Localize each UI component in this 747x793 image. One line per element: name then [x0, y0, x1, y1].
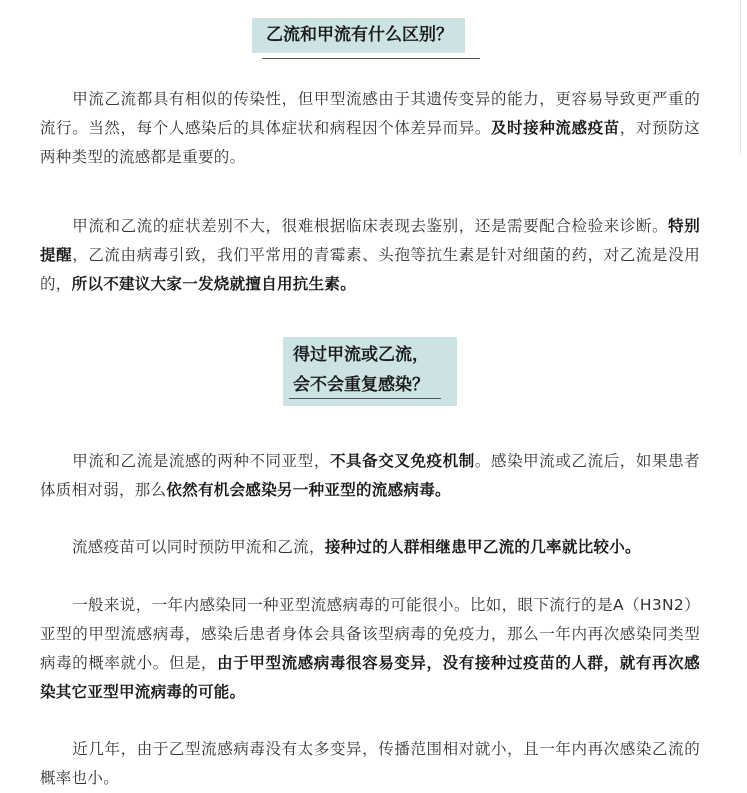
bold-text: 特别提醒 — [40, 217, 700, 264]
section-heading-1-text: 乙流和甲流有什么区别？ — [266, 25, 453, 45]
section-heading-2-line2: 会不会重复感染？ — [293, 375, 429, 395]
section-heading-1 — [252, 18, 465, 53]
paragraph-1: 甲流乙流都具有相似的传染性，但甲型流感由于其遗传变异的能力，更容易导致更严重的流行。当然，每个人感染后的具体症状和病程因个体差异而异。及时接种流感疫苗，对预防这两种类型的流感都是重要的。 — [40, 90, 700, 166]
paragraph-5: 一般来说，一年内感染同一种亚型流感病毒的可能很小。比如，眼下流行的是A（H3N2）亚型的甲型流感病毒，感染后患者身体会具备该型病毒的免疫力，那么一年内再次感染同类型病毒的概率就小。但是，由于甲型流感病毒很容易变异，没有接种过疫苗的人群，就有再次感染其它亚型甲流病毒的可能。 — [40, 596, 700, 701]
paragraph-6: 近几年，由于乙型流感病毒没有太多变异，传播范围相对就小，且一年内再次感染乙流的概率也小。 — [40, 740, 700, 787]
scrollbar-edge — [740, 0, 747, 155]
heading-underline — [262, 58, 480, 59]
section-heading-2 — [283, 337, 457, 406]
bold-text: 及时接种流感疫苗 — [490, 119, 620, 137]
bold-text: 不具备交叉免疫机制 — [329, 452, 475, 470]
bold-text: 由于甲型流感病毒很容易变异，没有接种过疫苗的人群，就有再次感染其它亚型甲流病毒的可能。 — [40, 654, 700, 701]
bold-text: 接种过的人群相继患甲乙流的几率就比较小。 — [324, 538, 641, 556]
paragraph-4: 流感疫苗可以同时预防甲流和乙流，接种过的人群相继患甲乙流的几率就比较小。 — [72, 538, 641, 556]
paragraph-2: 甲流和乙流的症状差别不大，很难根据临床表现去鉴别，还是需要配合检验来诊断。特别提醒，乙流由病毒引致，我们平常用的青霉素、头孢等抗生素是针对细菌的药，对乙流是没用的，所以不建议大家一发烧就擅自用抗生素。 — [40, 217, 700, 293]
heading-underline — [289, 398, 441, 399]
bold-text: 所以不建议大家一发烧就擅自用抗生素。 — [71, 275, 357, 293]
bold-text: 依然有机会感染另一种亚型的流感病毒。 — [166, 481, 451, 499]
section-heading-2-line1: 得过甲流或乙流， — [293, 345, 429, 365]
paragraph-3: 甲流和乙流是流感的两种不同亚型，不具备交叉免疫机制。感染甲流或乙流后，如果患者体质相对弱，那么依然有机会感染另一种亚型的流感病毒。 — [40, 452, 700, 499]
